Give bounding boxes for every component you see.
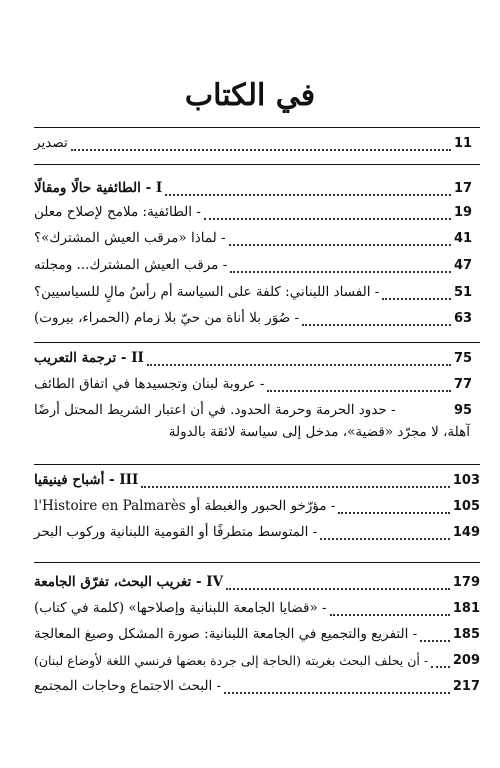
toc-section-heading [34, 346, 480, 370]
toc-entry [34, 226, 480, 250]
entry-label: II - ترجمة التعريب [34, 350, 144, 366]
toc-entry [34, 622, 480, 646]
entry-page: 77 [454, 376, 473, 392]
leader-dots [165, 182, 451, 196]
leader-dots [302, 312, 451, 326]
entry-label: - أن يحلف البحث بغربته (الحاجة إلى جردة بعضها فرنسي اللغة لأوضاع لبنان) [34, 652, 429, 668]
entry-page: 179 [452, 574, 480, 590]
leader-dots [204, 206, 451, 220]
entry-label: - الفساد اللبناني: كلفة على السياسة أم رأسُ مالٍ للسياسيين؟ [34, 284, 380, 300]
leader-dots [330, 602, 450, 616]
entry-page: 47 [454, 257, 473, 273]
section-divider [34, 464, 480, 465]
leader-dots [141, 474, 450, 488]
leader-dots [226, 576, 450, 590]
entry-page: 185 [452, 626, 480, 642]
entry-label: - عروبة لبنان وتجسيدها في اتفاق الطائف [34, 376, 265, 392]
toc-entry [34, 674, 480, 698]
entry-page: 95 [454, 402, 473, 418]
toc-entry [34, 253, 480, 277]
leader-dots [420, 628, 450, 642]
entry-page: 103 [452, 472, 480, 488]
toc-entry [34, 648, 480, 672]
toc-entry [34, 596, 480, 620]
toc-section-heading [34, 176, 480, 200]
entry-label: - «قضايا الجامعة اللبنانية وإصلاحها» (كلمة في كتاب) [34, 600, 327, 616]
entry-page: 63 [454, 310, 473, 326]
toc-section-heading [34, 468, 480, 492]
leader-dots [382, 286, 451, 300]
leader-dots [147, 352, 451, 366]
entry-page: 41 [454, 230, 473, 246]
entry-label: - التفريع والتجميع في الجامعة اللبنانية: صورة المشكل وصيغ المعالجة [34, 626, 418, 642]
leader-dots [431, 654, 450, 668]
page-title: في الكتاب [184, 78, 316, 113]
toc-entry [34, 494, 480, 518]
toc-entry [34, 520, 480, 544]
entry-label: IV - تغريب البحث، تفرّق الجامعة [34, 574, 224, 590]
entry-label: - البحث الاجتماع وحاجات المجتمع [34, 678, 222, 694]
leader-dots [224, 680, 450, 694]
entry-page: 17 [454, 180, 473, 196]
top-divider [34, 127, 480, 128]
entry-label: - لماذا «مرقب العيش المشترك»؟ [34, 230, 226, 246]
entry-label: تصدير [34, 135, 68, 151]
leader-dots [230, 259, 451, 273]
leader-dots [229, 232, 451, 246]
entry-page: 11 [454, 135, 473, 151]
entry-page: 19 [454, 204, 473, 220]
entry-page: 75 [454, 350, 473, 366]
section-divider [34, 342, 480, 343]
entry-label: - الطائفية: ملامح لإصلاح معلن [34, 204, 201, 220]
toc-entry [34, 200, 480, 224]
leader-dots [267, 378, 451, 392]
leader-dots [338, 500, 449, 514]
toc-entry [34, 306, 480, 330]
entry-label: - مرقب العيش المشترك... ومجلته [34, 257, 228, 273]
entry-continuation: آهلة، لا مجرّد «قضية»، مدخل إلى سياسة لائقة بالدولة [168, 424, 470, 440]
entry-label: - مؤرّخو الحبور والغبطة أو l'Histoire en Palmarès [34, 498, 336, 514]
leader-dots [320, 526, 450, 540]
entry-page: 51 [454, 284, 473, 300]
entry-page: 149 [452, 524, 480, 540]
entry-label: - صُوَر بلا أناة من حيّ بلا زمام (الحمراء، بيروت) [34, 310, 300, 326]
toc-entry [34, 280, 480, 304]
entry-page: 217 [452, 678, 480, 694]
leader-dots [71, 137, 451, 151]
section-divider [34, 164, 480, 165]
toc-entry [34, 372, 480, 396]
entry-page: 209 [452, 652, 480, 668]
entry-label: III - أشباح فينيقيا [34, 472, 139, 488]
entry-label: - حدود الحرمة وحرمة الحدود. في أن اعتبار الشريط المحتل أرضًا [34, 402, 396, 418]
toc-section-heading [34, 570, 480, 594]
toc-entry [34, 398, 480, 422]
toc-entry-preface [34, 131, 480, 155]
entry-page: 181 [452, 600, 480, 616]
entry-label: I - الطائفية حالًا ومقالًا [34, 180, 163, 196]
section-divider [34, 562, 480, 563]
entry-label: - المتوسط متطرفًا أو القومية اللبنانية وركوب البحر [34, 524, 318, 540]
entry-page: 105 [452, 498, 480, 514]
